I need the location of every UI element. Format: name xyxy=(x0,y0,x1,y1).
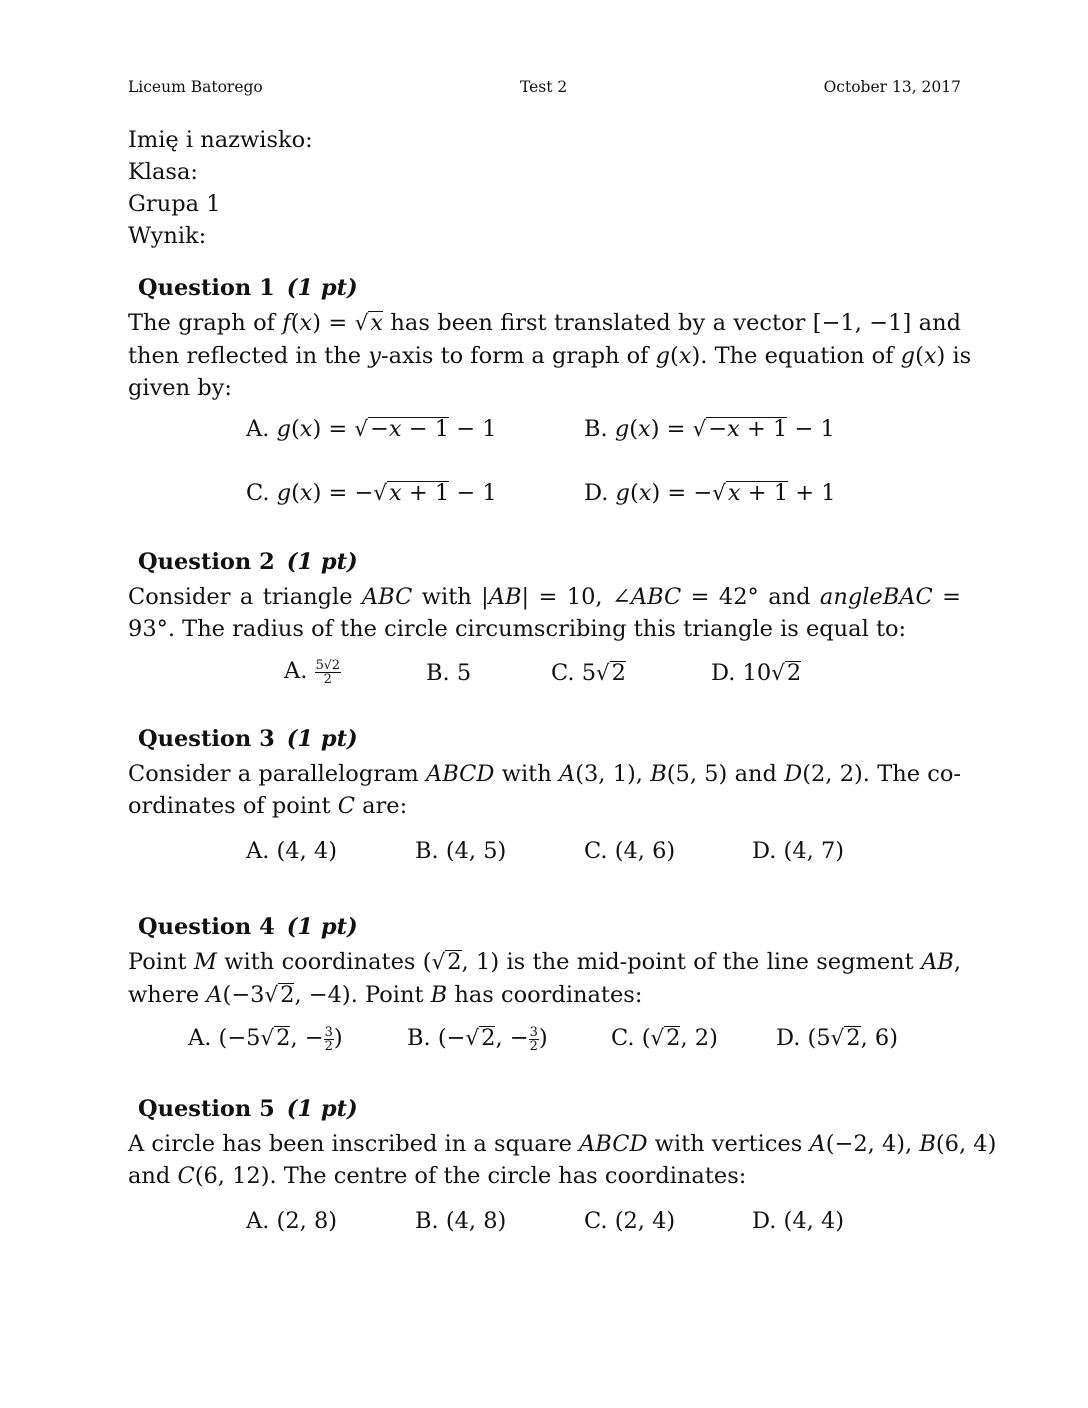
question-2-option-b[interactable]: B. 5 xyxy=(426,660,472,686)
question-3-points: (1 pt) xyxy=(286,726,358,752)
question-4-option-a[interactable]: A. (−5√2, − $\frac{3}{2}$ ) xyxy=(188,1024,343,1054)
question-1-number: Question 1 xyxy=(138,275,275,301)
question-2-option-c[interactable]: C. 5√2 xyxy=(551,660,626,686)
question-4-option-d[interactable]: D. (5√2, 6) xyxy=(776,1025,898,1051)
question-1-points: (1 pt) xyxy=(286,275,358,301)
question-4-option-c[interactable]: C. (√2, 2) xyxy=(611,1025,718,1051)
question-1-text: The graph of f(x) = √x has been first translated by a vector [−1, −1] and then reflected in the y-axis to form a graph of g(x). The equation of g(x) is given by: xyxy=(128,310,972,401)
question-4-text: Point M with coordinates (√2, 1) is the mid-point of the line segment AB, where A(−3√2, −4). Point B has coordinates: xyxy=(128,949,962,1008)
header-school: Liceum Batorego xyxy=(128,78,263,96)
name-label: Imię i nazwisko: xyxy=(128,127,313,153)
question-5-points: (1 pt) xyxy=(286,1096,358,1122)
question-2-number: Question 2 xyxy=(138,549,275,575)
group-label: Grupa 1 xyxy=(128,191,221,217)
class-label: Klasa: xyxy=(128,159,198,185)
question-1-option-b[interactable]: B. g(x) = √−x + 1 − 1 xyxy=(584,416,835,442)
question-3-number: Question 3 xyxy=(138,726,275,752)
question-5-option-d[interactable]: D. (4, 4) xyxy=(752,1208,845,1234)
question-2-points: (1 pt) xyxy=(286,549,358,575)
header-date: October 13, 2017 xyxy=(823,78,961,96)
score-label: Wynik: xyxy=(128,223,207,249)
student-info xyxy=(128,124,313,252)
question-1-title xyxy=(138,275,358,301)
header-test-title: Test 2 xyxy=(520,78,568,96)
question-4-points: (1 pt) xyxy=(286,914,358,940)
question-1-option-c[interactable]: C. g(x) = −√x + 1 − 1 xyxy=(246,480,497,506)
question-4-title xyxy=(138,914,358,940)
question-4-number: Question 4 xyxy=(138,914,275,940)
question-2-text: Consider a triangle ABC with |AB| = 10, ∠ABC = 42° and angleBAC = 93°. The radius of the circle circumscribing this triangle is equal to: xyxy=(128,584,962,642)
question-5-option-a[interactable]: A. (2, 8) xyxy=(246,1208,338,1234)
question-4-option-b[interactable]: B. (−√2, − $\frac{3}{2}$ ) xyxy=(407,1024,548,1054)
question-1-option-d[interactable]: D. g(x) = −√x + 1 + 1 xyxy=(584,480,836,506)
question-3-text: Consider a parallelogram ABCD with A(3, 1), B(5, 5) and D(2, 2). The co- ordinates of point C are: xyxy=(128,761,962,819)
question-1-option-a[interactable]: A. g(x) = √−x − 1 − 1 xyxy=(246,416,497,442)
question-2-option-a[interactable]: A. $\frac{5√2}{2}$ xyxy=(284,657,340,687)
question-5-text: A circle has been inscribed in a square ABCD with vertices A(−2, 4), B(6, 4) and C(6, 12). The centre of the circle has coordinates: xyxy=(128,1131,997,1189)
question-3-option-c[interactable]: C. (4, 6) xyxy=(584,838,676,864)
question-3-option-d[interactable]: D. (4, 7) xyxy=(752,838,845,864)
question-5-title xyxy=(138,1096,358,1122)
question-3-title xyxy=(138,726,358,752)
question-3-option-a[interactable]: A. (4, 4) xyxy=(246,838,338,864)
question-5-option-c[interactable]: C. (2, 4) xyxy=(584,1208,676,1234)
question-5-number: Question 5 xyxy=(138,1096,275,1122)
question-2-title xyxy=(138,549,358,575)
question-3-option-b[interactable]: B. (4, 5) xyxy=(415,838,507,864)
question-2-option-d[interactable]: D. 10√2 xyxy=(711,660,802,686)
question-5-option-b[interactable]: B. (4, 8) xyxy=(415,1208,507,1234)
